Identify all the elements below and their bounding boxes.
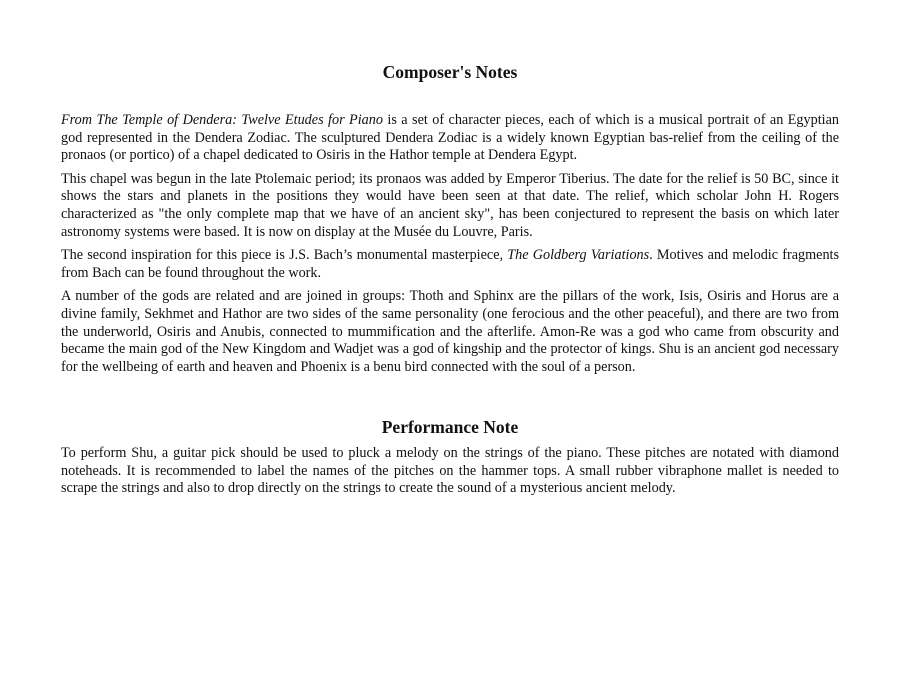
composers-notes-paragraph-4: A number of the gods are related and are joined in groups: Thoth and Sphinx are the pillars of the work, Isis, Osiris and Horus are a divine family, Sekhmet and Hathor are two sides of the same personality (one ferocious and the other peaceful), and there are two from the underworld, Osiris and Anubis, connected to mummification and the afterlife. Amon-Re was a god who came from obscurity and became the main god of the New Kingdom and Wadjet was a god of kingship and the protector of kings. Shu is an ancient god necessary for the wellbeing of earth and heaven and Phoenix is a benu bird connected with the soul of a person.: [61, 288, 839, 375]
work-title: From The Temple of Dendera: Twelve Etudes for Piano: [61, 112, 383, 128]
paragraph-3-text-before: The second inspiration for this piece is J.S. Bach’s monumental masterpiece,: [61, 247, 508, 264]
paragraph-1-text: is a set of character pieces, each of which is a musical portrait of an Egyptian god represented in the Dendera Zodiac. The sculptured Dendera Zodiac is a widely known Egyptian bas-relief from the ceiling of the pronaos (or portico) of a chapel dedicated to Osiris in the Hathor temple at Dendera Egypt.: [61, 112, 839, 164]
composers-notes-body: [61, 112, 839, 382]
paragraph-3-text-after: . Motives and melodic fragments from Bach can be found throughout the work.: [61, 247, 839, 281]
performance-note-heading: Performance Note: [381, 417, 519, 437]
composers-notes-paragraph-2: This chapel was begun in the late Ptolemaic period; its pronaos was added by Emperor Tiberius. The date for the relief is 50 BC, since it shows the stars and planets in the positions they would have been seen at that date. The relief, which scholar John H. Rogers characterized as "the only complete map that we have of an ancient sky", has been conjectured to represent the basis on which later astronomy systems were based. It is now on display at the Musée du Louvre, Paris.: [61, 170, 839, 240]
composers-notes-paragraph-1: [61, 112, 839, 165]
performance-note-paragraph: To perform Shu, a guitar pick should be used to pluck a melody on the strings of the piano. These pitches are notated with diamond noteheads. It is recommended to label the names of the pitches on the hammer tops. A small rubber vibraphone mallet is needed to scrape the strings and also to drop directly on the strings to create the sound of a mysterious ancient melody.: [61, 445, 839, 497]
composers-notes-heading: Composer's Notes: [382, 62, 518, 82]
goldberg-variations-title: The Goldberg Variations: [507, 247, 650, 264]
composers-notes-paragraph-3: [61, 247, 839, 282]
performance-note-body: [61, 445, 839, 504]
